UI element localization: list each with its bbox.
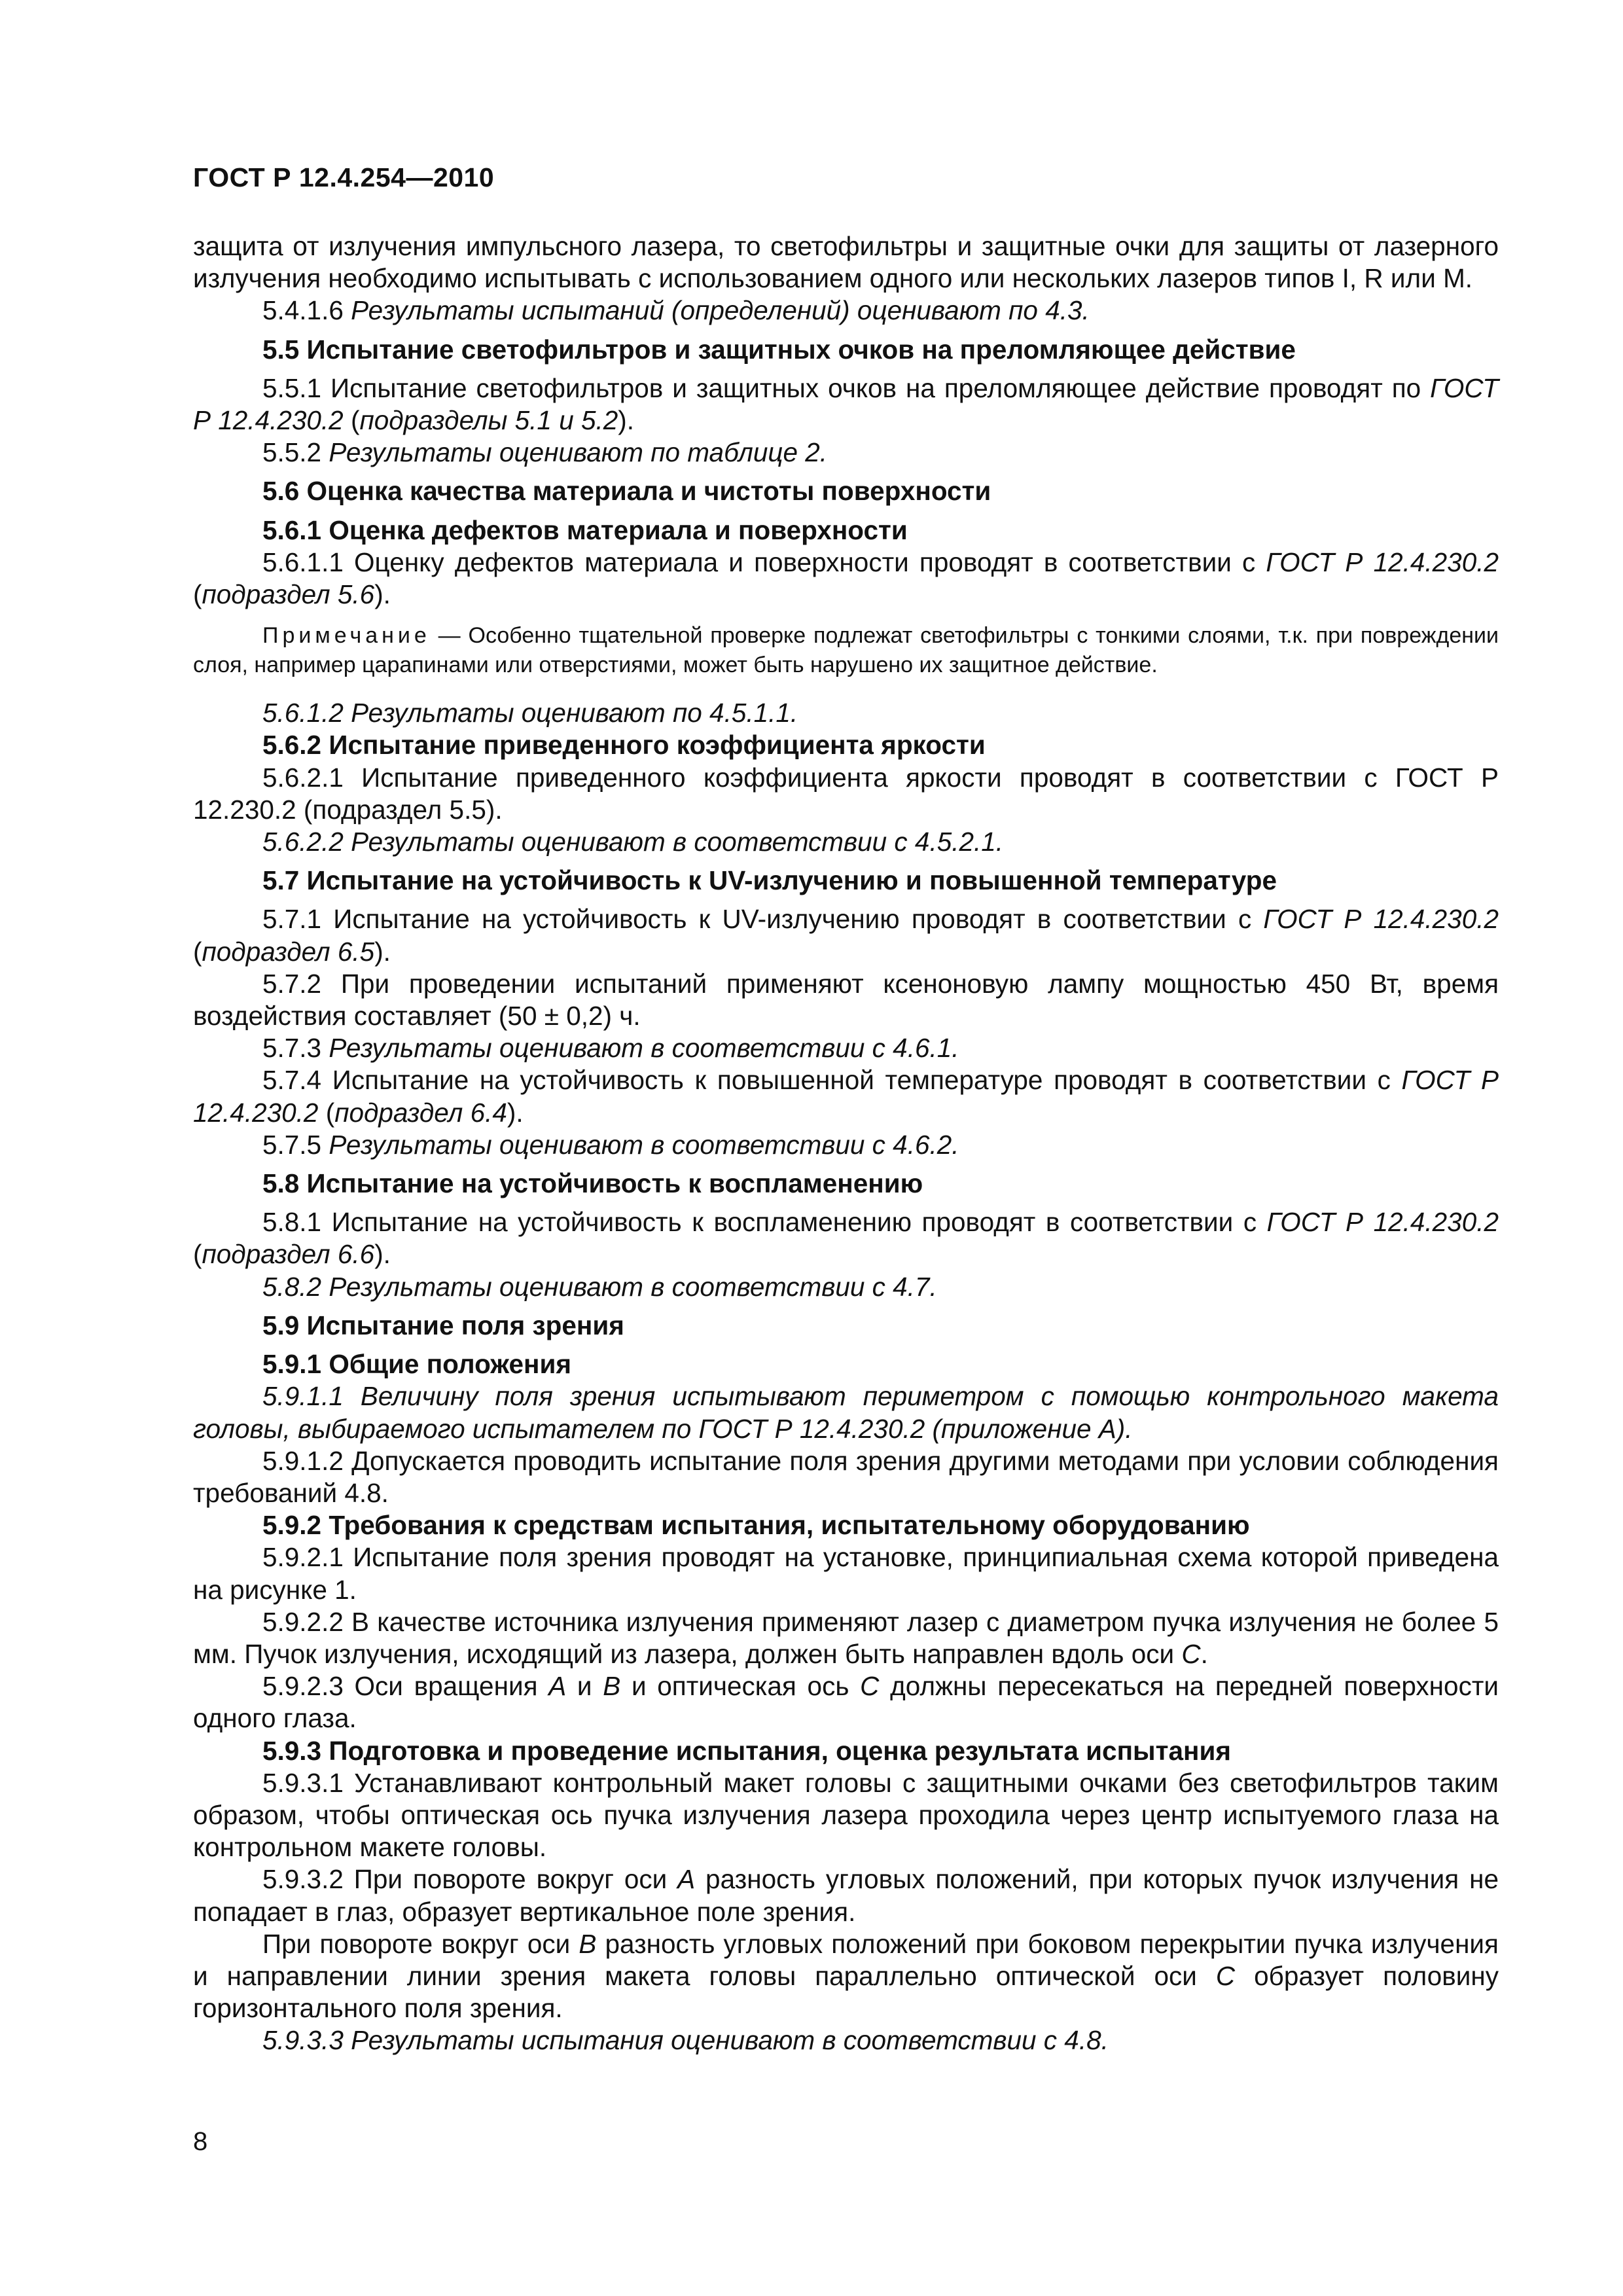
subsection-heading: 5.9.3 Подготовка и проведение испытания, оценка результата испытания [262, 1735, 1231, 1766]
punctuation: ( [343, 405, 360, 436]
standard-reference: ГОСТ Р 12.4.230.2 [1266, 1207, 1499, 1238]
punctuation: ). [507, 1097, 524, 1128]
paragraph [193, 295, 1499, 327]
clause-text: и [566, 1671, 603, 1702]
standard-id-header: ГОСТ Р 12.4.254—2010 [193, 162, 495, 192]
paragraph [193, 1064, 1499, 1128]
document-body [193, 230, 1499, 2057]
axis-symbol: A [677, 1864, 696, 1895]
page-number: 8 [193, 2127, 208, 2156]
clause-text: 5.9.3.2 При повороте вокруг оси [262, 1864, 678, 1895]
clause-number: 5.7.3 [262, 1033, 322, 1064]
paragraph [193, 903, 1499, 967]
clause-text: должны пересекаться на передней поверхности одного глаза. [193, 1671, 1499, 1734]
paragraph [193, 437, 1499, 469]
punctuation: ( [193, 579, 202, 610]
clause-text: При повороте вокруг оси [262, 1928, 579, 1959]
paragraph [193, 1670, 1499, 1734]
clause-text: образует половину горизонтального поля зрения. [193, 1960, 1499, 2024]
clause-text: 5.9.2.2 В качестве источника излучения применяют лазер с диаметром пучка излучения не более 5 мм. Пучок излучения, исходящий из лазера, должен быть направлен вдоль оси [193, 1606, 1499, 1669]
paragraph [193, 1032, 1499, 1064]
standard-reference: ГОСТ Р 12.4.230.2 [193, 1065, 1499, 1128]
subsection-reference: подраздел 6.5 [202, 936, 375, 967]
clause-text: 5.8.1 Испытание на устойчивость к воспламенению проводят в соответствии с [262, 1207, 1267, 1238]
axis-symbol: B [579, 1928, 597, 1959]
paragraph [193, 1928, 1499, 2025]
paragraph: 5.9.2.1 Испытание поля зрения проводят на установке, принципиальная схема которой приведена на рисунке 1. [193, 1542, 1499, 1605]
section-heading: 5.6 Оценка качества материала и чистоты поверхности [262, 476, 991, 507]
paragraph [193, 1863, 1499, 1928]
clause-number: 5.5.2 [262, 437, 322, 468]
section-heading: 5.8 Испытание на устойчивость к воспламенению [262, 1168, 923, 1199]
punctuation: ). [618, 405, 635, 436]
standard-reference: ГОСТ Р 12.4.230.2 [1263, 904, 1499, 935]
paragraph: 5.9.1.2 Допускается проводить испытание поля зрения другими методами при условии соблюдения требований 4.8. [193, 1445, 1499, 1508]
clause-text: 5.9.2.3 Оси вращения [262, 1671, 549, 1702]
punctuation: ). [374, 936, 391, 967]
axis-symbol: C [1215, 1960, 1236, 1991]
clause-text: 5.7.4 Испытание на устойчивость к повышенной температуре проводят в соответствии с [262, 1065, 1402, 1096]
clause-text: 5.6.1.1 Оценку дефектов материала и поверхности проводят в соответствии с [262, 547, 1266, 577]
punctuation: ). [374, 1239, 391, 1270]
clause-text: 5.7.1 Испытание на устойчивость к UV-излучению проводят в соответствии с [262, 904, 1264, 935]
axis-symbol: A [548, 1671, 567, 1702]
paragraph: 5.9.3.1 Устанавливают контрольный макет головы с защитными очками без светофильтров таким образом, чтобы оптическая ось пучка излучения лазера проходила через центр испытуемого глаза на контрольном макете головы. [193, 1767, 1499, 1863]
subsection-heading: 5.9.2 Требования к средствам испытания, испытательному оборудованию [262, 1510, 1250, 1541]
paragraph: 5.6.2.2 Результаты оценивают в соответствии с 4.5.2.1. [262, 827, 1004, 857]
section-heading: 5.5 Испытание светофильтров и защитных очков на преломляющее действие [262, 334, 1296, 365]
subsection-reference: подраздел 6.4 [334, 1097, 507, 1128]
subsection-reference: подраздел 5.6 [202, 579, 375, 610]
clause-number: 5.4.1.6 [262, 295, 344, 326]
paragraph: 5.6.2.1 Испытание приведенного коэффициента яркости проводят в соответствии с ГОСТ Р 12.230.2 (подраздел 5.5). [193, 762, 1499, 825]
paragraph: 5.6.1.2 Результаты оценивают по 4.5.1.1. [262, 698, 798, 728]
paragraph [193, 372, 1499, 437]
section-heading: 5.9 Испытание поля зрения [262, 1310, 624, 1340]
punctuation: . [1200, 1638, 1208, 1669]
axis-symbol: C [1181, 1638, 1201, 1669]
subsection-reference: подразделы 5.1 и 5.2 [359, 405, 618, 436]
subsection-heading: 5.6.2 Испытание приведенного коэффициента яркости [262, 730, 986, 761]
standard-reference: ГОСТ Р 12.4.230.2 [1266, 547, 1499, 577]
punctuation: ). [374, 579, 391, 610]
paragraph [193, 1129, 1499, 1161]
punctuation: ( [318, 1097, 335, 1128]
clause-text: разность угловых положений при боковом перекрытии пучка излучения и направлении линии зрения макета головы параллельно оптической оси [193, 1928, 1499, 1991]
subsection-reference: подраздел 6.6 [202, 1239, 375, 1270]
punctuation: ( [193, 936, 202, 967]
paragraph [193, 1606, 1499, 1670]
clause-text: Результаты оценивают в соответствии с 4.6.1. [329, 1033, 959, 1064]
punctuation: ( [193, 1239, 202, 1270]
clause-text: 5.5.1 Испытание светофильтров и защитных очков на преломляющее действие проводят по [262, 372, 1431, 403]
subsection-heading: 5.9.1 Общие положения [262, 1349, 571, 1380]
clause-text: разность угловых положений, при которых пучок излучения не попадает в глаз, образует вертикальное поле зрения. [193, 1864, 1499, 1927]
paragraph: 5.8.2 Результаты оценивают в соответствии с 4.7. [262, 1271, 937, 1302]
axis-symbol: C [860, 1671, 880, 1702]
note [193, 621, 1499, 680]
standard-reference: ГОСТ Р 12.4.230.2 [193, 372, 1499, 436]
paragraph: защита от излучения импульсного лазера, то светофильтры и защитные очки для защиты от лазерного излучения необходимо испытывать с использованием одного или нескольких лазеров типов I, R или M. [193, 231, 1499, 294]
paragraph [193, 1206, 1499, 1270]
clause-text: Результаты оценивают в соответствии с 4.6.2. [329, 1129, 959, 1160]
paragraph [193, 547, 1499, 611]
clause-text: Результаты оценивают по таблице 2. [329, 437, 828, 468]
clause-text: и оптическая ось [620, 1671, 861, 1702]
axis-symbol: B [603, 1671, 621, 1702]
note-text: — Особенно тщательной проверке подлежат светофильтры с тонкими слоями, т.к. при повреждении слоя, например царапинами или отверстиями, может быть нарушено их защитное действие. [193, 623, 1499, 678]
paragraph: 5.9.3.3 Результаты испытания оценивают в соответствии с 4.8. [262, 2025, 1109, 2056]
clause-text: Результаты испытаний (определений) оценивают по 4.3. [351, 295, 1090, 326]
clause-number: 5.7.5 [262, 1129, 322, 1160]
section-heading: 5.7 Испытание на устойчивость к UV-излучению и повышенной температуре [262, 865, 1277, 896]
note-label: Примечание [262, 623, 431, 649]
paragraph: 5.7.2 При проведении испытаний применяют ксеноновую лампу мощностью 450 Вт, время воздействия составляет (50 ± 0,2) ч. [193, 968, 1499, 1031]
subsection-heading: 5.6.1 Оценка дефектов материала и поверхности [262, 514, 908, 545]
paragraph: 5.9.1.1 Величину поля зрения испытывают периметром с помощью контрольного макета головы, выбираемого испытателем по ГОСТ Р 12.4.230.2 (приложение А). [193, 1381, 1499, 1444]
